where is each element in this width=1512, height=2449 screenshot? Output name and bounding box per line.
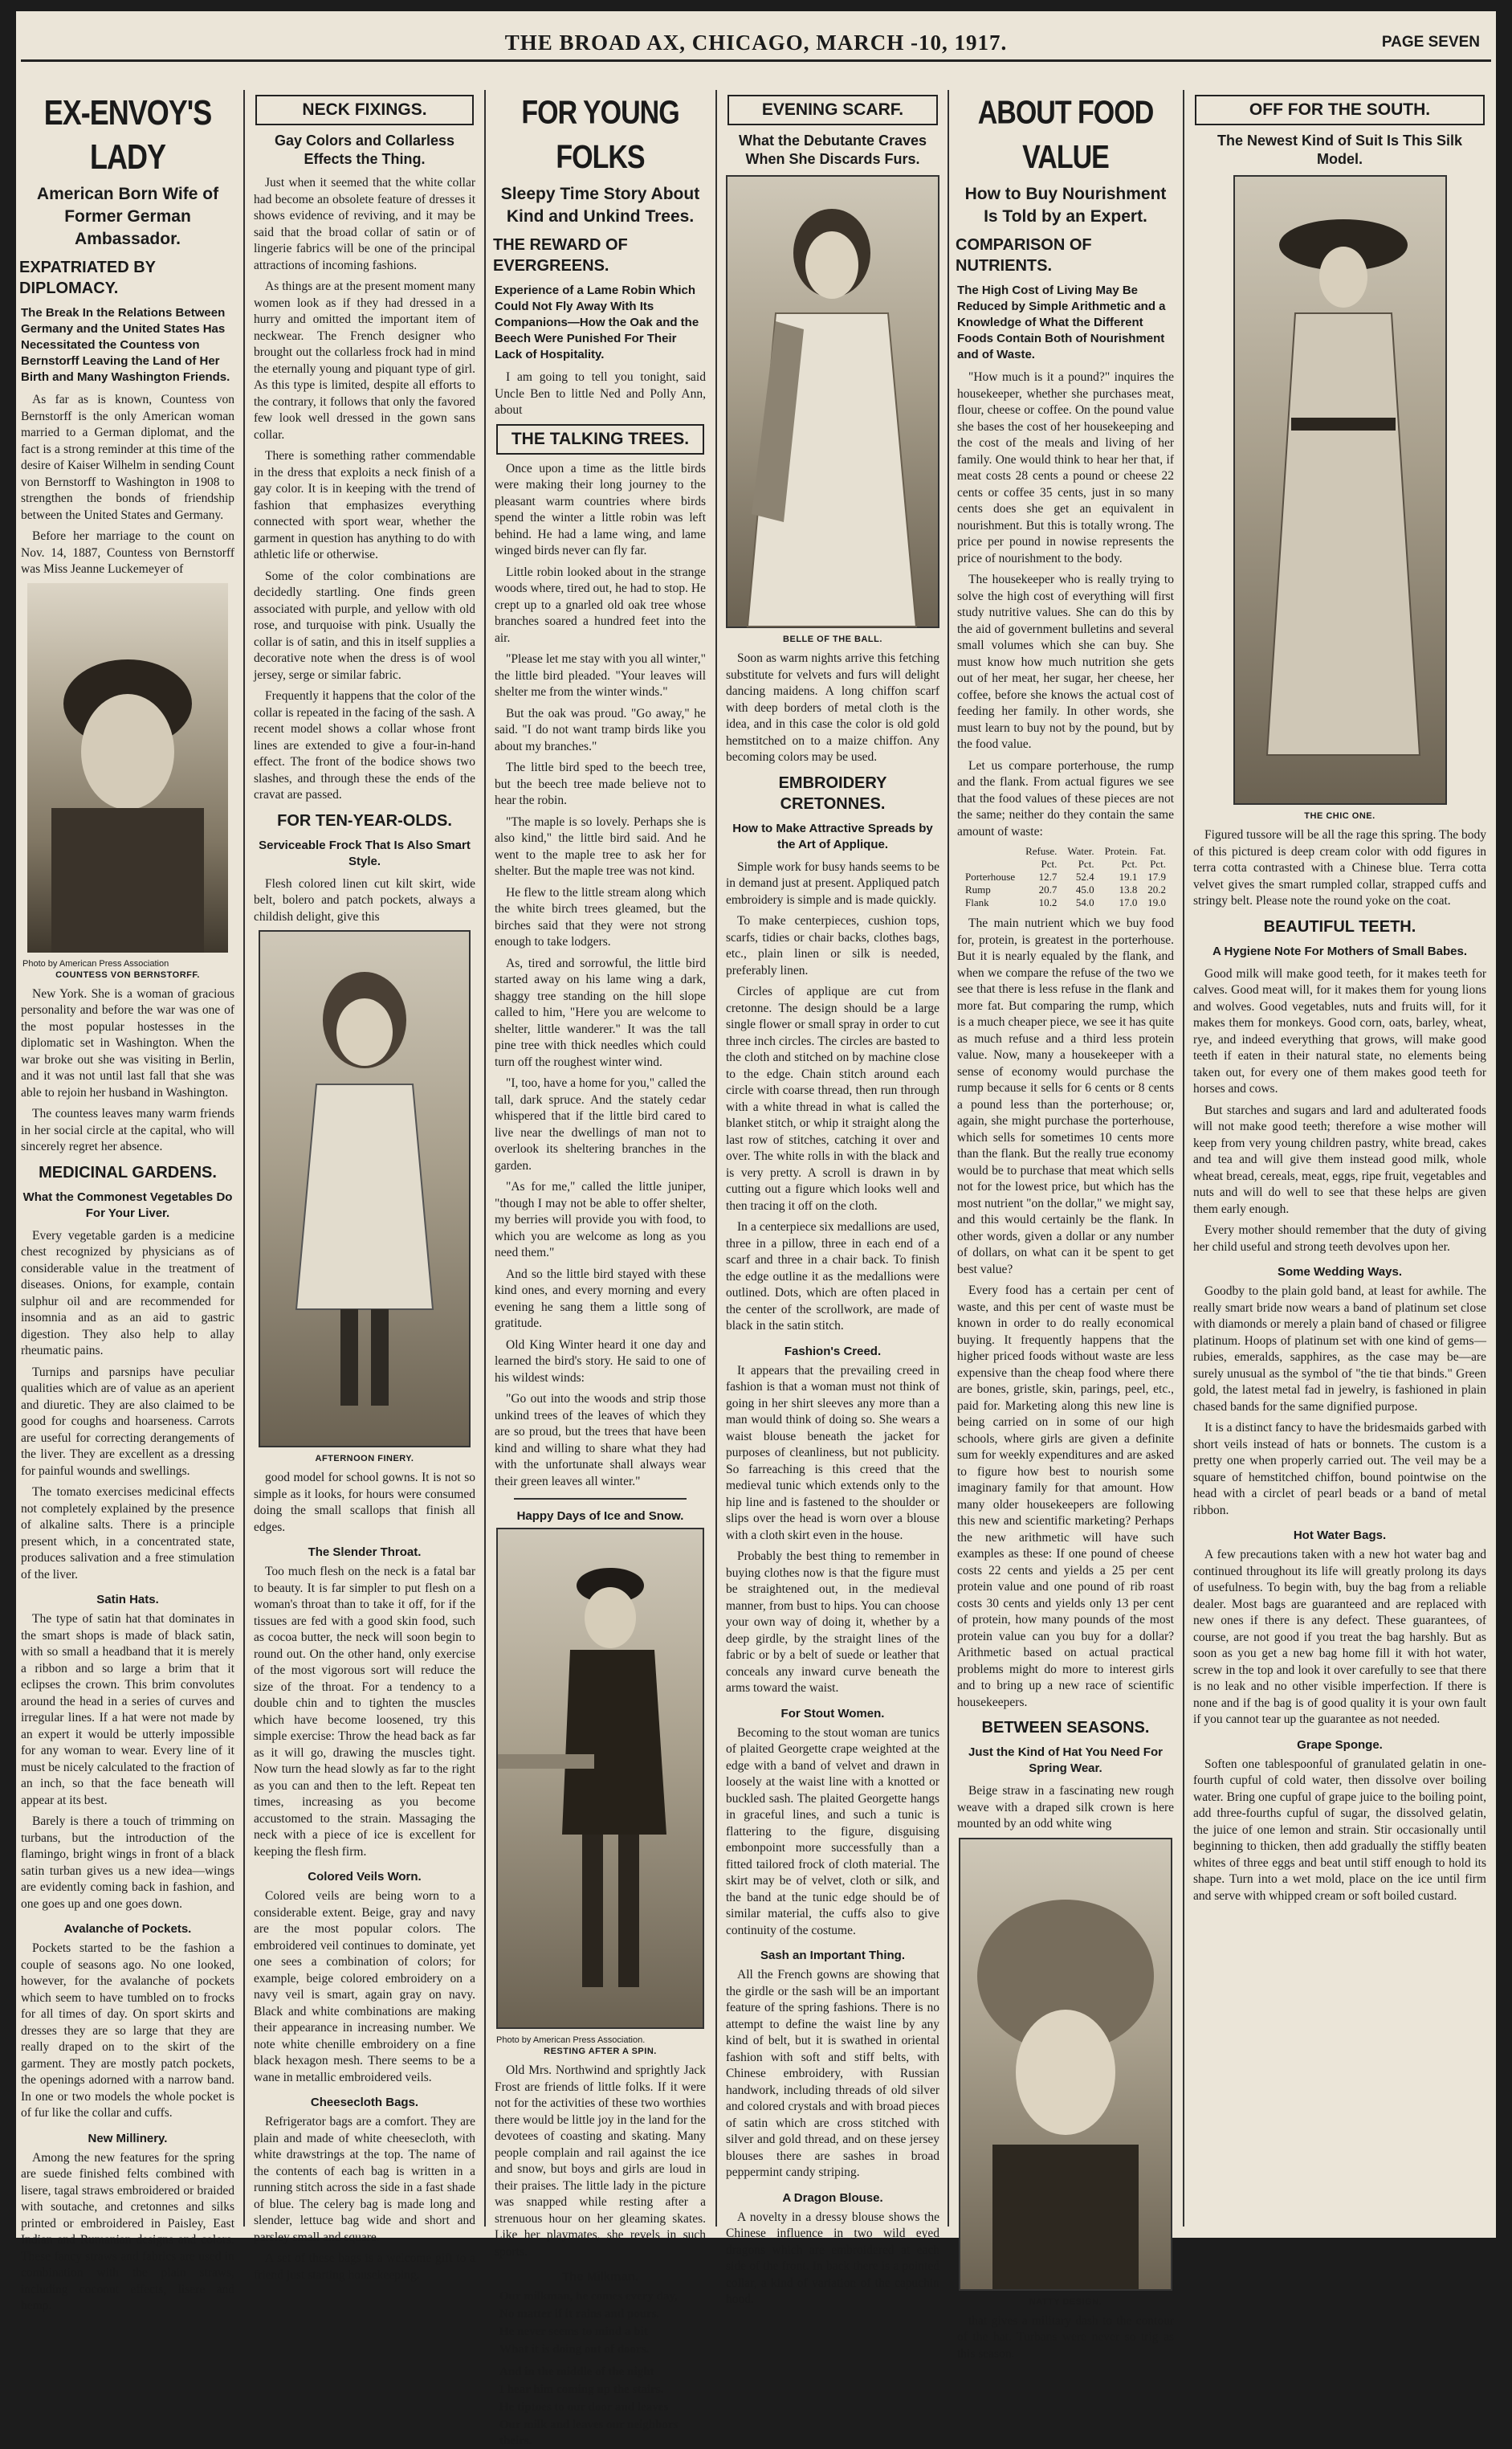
paragraph: To make centerpieces, cushion tops, scarfs, tidies or chair backs, clothes bags, etc., plain linen or silk is needed, preferably linen. bbox=[726, 914, 939, 978]
nutrient-table bbox=[960, 845, 1171, 909]
table-cell: Flank bbox=[965, 896, 989, 908]
paragraph: Little robin looked about in the strange woods where, tired out, he had to stop. He crept up to a gnarled old oak tree whose branches soared a hundred feet into the air. bbox=[495, 565, 706, 645]
column-evening-scarf bbox=[721, 90, 944, 2306]
article-deck: Sleepy Time Story About Kind and Unkind Trees. bbox=[500, 185, 700, 226]
paragraph: And so the little bird stayed with these kind ones, and every morning and every evening he sang them a little song of gratitude. bbox=[495, 1267, 706, 1330]
article-title: EVENING SCARF. bbox=[727, 95, 938, 125]
section-heading: Avalanche of Pockets. bbox=[63, 1922, 192, 1936]
poem-line: He tiptoes to our door and leaves bbox=[499, 2401, 669, 2414]
poem-line: Our milkman, he comes every day, bbox=[499, 2290, 678, 2303]
paragraph: Every vegetable garden is a medicine chest recognized by physicians as of considerable value in the treatment of diseases. Onions, for example, contain sulphur oil and are recommended for insomnia and as an aid to gastric digestion. They also help to allay rheumatic pains. bbox=[21, 1228, 234, 1357]
dress-sketch bbox=[260, 932, 469, 1446]
paragraph: A novelty in a dressy blouse shows the Chinese influence in two wild eyed dragons which are embroidered at each side of the front. In back there is a pointed collar, a kind of variation of the capuchin hood. bbox=[726, 2210, 939, 2306]
section-deck: How to Make Attractive Spreads by the Art of Applique. bbox=[732, 821, 933, 851]
article-intro: Experience of a Lame Robin Which Could Not Fly Away With Its Companions—How the Oak and the Beech Were Punished For Their Lack of Hospitality. bbox=[495, 284, 699, 361]
paragraph: Figured tussore will be all the rage this spring. The body of this pictured is deep cream color with odd figures in terra cotta contrasted with a Chinese blue. Terra cotta velvet gives the smart rumpled collar, strapped cuffs and stringy belt. Please note the round yoke on the coat. bbox=[1193, 828, 1486, 908]
table-cell: 10.2 bbox=[1038, 896, 1058, 908]
section-title: BEAUTIFUL TEETH. bbox=[1263, 917, 1416, 936]
paragraph: Turnips and parsnips have peculiar qualities which are of value as an aperient and diuretic. They are also claimed to be good for coughs and hoarseness. Carrots are useful for correcting derangements of the liver. They are excellent as a dressing for painful wounds and swellings. bbox=[21, 1365, 234, 1478]
column-rule bbox=[948, 90, 949, 2227]
photo-caption: COUNTESS VON BERNSTORFF. bbox=[55, 969, 200, 980]
table-cell: 52.4 bbox=[1075, 871, 1094, 883]
paragraph: It appears that the prevailing creed in fashion is that a woman must not think of going in her shirt sleeves any more than a man would think of doing so. She wears a waist blouse beneath the jacket for purposes of cleanliness, but not publicity. So farreaching is this creed that the medieval tunic which extends only to the hip line and is fastened to the shoulder or slips over the head is worn over a blouse with a cloth skirt even in the house. bbox=[726, 1363, 939, 1542]
table-cell: 17.9 bbox=[1147, 871, 1166, 883]
section-title: FOR TEN-YEAR-OLDS. bbox=[277, 811, 452, 830]
column-rule bbox=[715, 90, 717, 2227]
paragraph: Some of the color combinations are decidedly startling. One finds green associated with purple, and yellow with old rose, and turquoise with pink. Usually the collar is of satin, and this in itself supplies a decorative note when the dress is of wool jersey, serge or similar fabric. bbox=[254, 569, 475, 682]
poem-line: What it is doing out of doors. bbox=[499, 2343, 650, 2356]
table-header-row bbox=[960, 845, 1171, 871]
paragraph: Every food has a certain per cent of waste, and this per cent of waste must be known in order to do really economical buying. It frequently happens that the higher priced foods without waste are less expensive than the cheap food where there are bones, gristle, skin, parings, peel, etc., paid for. Marketing along this new line is being carried on in some of our high schools, where girls are given a definite sum for weekly expenditures and are asked to figure how best to nourish some imaginary family for that amount. How many older housekeepers are following this new and scientific marketing? Perhaps the new arithmetic will have such examples as these: If one pound of cheese costs 22 cents and yields a 25 per cent protein value and one pound of rib roast costs 30 cents and yields only 13 per cent of protein, how many pounds of the most protein value can you buy for a dollar? Arithmetic based on actual practical problems might do more to interest girls and to bring up a new race of scientific housekeepers. bbox=[957, 1284, 1174, 1709]
column-ex-envoy bbox=[16, 90, 239, 2312]
paragraph: Good milk will make good teeth, for it makes teeth for calves. Good meat will, for it makes them for young lions and wolves. Good vegetables, nuts and fruits will, for it makes them for monkeys. Good corn, oats, barley, wheat, rye, and indeed everything that grows, will make good teeth if eaten in their natural state, no elements being taken out, for every one of them makes good teeth for horses and cows. bbox=[1193, 966, 1486, 1096]
paragraph: that gives a military dash to the contour of the hat. Turbans were never so trig as this season. bbox=[957, 2313, 1174, 2361]
paragraph: Becoming to the stout woman are tunics of plaited Georgette crape weighted at the edge with a band of velvet and drawn in loosely at the waist line with a knotted or buckled sash. The plaited Georgette hangs in graceful lines, and such a tunic is flattering to the figure, disguising embonpoint more successfully than a fitted tailored frock of cloth material. The skirt may be of velvet, cloth or silk, and the band at the tunic edge should be of similar material, the cuffs also to give continuity of the costume. bbox=[726, 1725, 939, 1937]
paragraph: "As for me," called the little juniper, "though I may not be able to offer shelter, my berries will provide you with food, to which you are welcome as long as you need them." bbox=[495, 1180, 706, 1259]
poem-line: He never seems to mind a bit bbox=[499, 2325, 648, 2338]
table-row bbox=[960, 871, 1171, 884]
column-young-folks bbox=[490, 90, 711, 2447]
paragraph: The countess leaves many warm friends in her social circle at the capital, who will sincerely regret her absence. bbox=[21, 1107, 234, 1153]
section-heading: Hot Water Bags. bbox=[1293, 1529, 1387, 1542]
paragraph: The little bird sped to the beech tree, but the beech tree made believe not to hear the robin. bbox=[495, 761, 706, 807]
article-intro: The High Cost of Living May Be Reduced by Simple Arithmetic and a Knowledge of What the Different Foods Contain Both of Nourishment and of Waste. bbox=[957, 284, 1166, 361]
section-title: EMBROIDERY CRETONNES. bbox=[778, 773, 887, 813]
paragraph: "The maple is so lovely. Perhaps she is also kind," the little bird said. And he went to the maple tree to ask her for shelter. But the maple tree was not kind. bbox=[495, 814, 706, 878]
article-subhead: EXPATRIATED BY DIPLOMACY. bbox=[19, 259, 156, 297]
section-heading: The Slender Throat. bbox=[308, 1545, 422, 1559]
column-rule bbox=[1183, 90, 1184, 2227]
portrait-sketch bbox=[27, 583, 228, 953]
paragraph: He flew to the little stream along which the white birch trees gleamed, but the birches said that they were not strong enough to take lodgers. bbox=[495, 885, 706, 949]
table-cell: 19.0 bbox=[1147, 896, 1166, 908]
paragraph: Just when it seemed that the white collar had become an obsolete feature of dresses it shows evidence of reviving, and it may be said that the broad collar of satin or of lingerie fabrics will be one of the principal attractions of incoming fashions. bbox=[254, 176, 475, 272]
paragraph: Once upon a time as the little birds were making their long journey to the pleasant warm countries where birds spend the winter a little robin was left behind. He had a lame wing, and lame winged birds never can fly far. bbox=[495, 461, 706, 557]
table-header: Protein. Pct. bbox=[1104, 845, 1138, 870]
article-subhead: THE REWARD OF EVERGREENS. bbox=[493, 236, 628, 275]
article-deck: The Newest Kind of Suit Is This Silk Model. bbox=[1217, 133, 1463, 167]
section-title: BETWEEN SEASONS. bbox=[981, 1719, 1150, 1737]
article-deck: How to Buy Nourishment Is Told by an Expert. bbox=[964, 185, 1167, 226]
paragraph: In a centerpiece six medallions are used, three in a pillow, three in each end of a scarf and three in a chair back. To finish the edge outline it as the medallions were outlined. Dots, which are often placed in the center of the scrollwork, are made of black in the satin stitch. bbox=[726, 1220, 939, 1333]
paragraph: The tomato exercises medicinal effects not completely explained by the presence of alkaline salts. There is a principle present which, in a concentrated state, produces salivation and a free stimulation of the liver. bbox=[21, 1485, 234, 1582]
table-header: Fat. Pct. bbox=[1150, 845, 1166, 870]
paragraph: A set of these bags is a welcome gift to a friend just starting housekeeping. bbox=[254, 2251, 475, 2282]
section-heading: A Dragon Blouse. bbox=[782, 2190, 883, 2205]
girl-dress-photo bbox=[259, 930, 471, 1447]
paragraph: Soften one tablespoonful of granulated gelatin in one-fourth cupful of cold water, then dissolve over boiling water. Bring one cupful of grape juice to the boiling point, add three-fourths cupful of sugar, the dissolved gelatin, the juice of one lemon and strain. Stir occasionally until beginning to thicken, then add gradually the stiffly beaten whites of three eggs and beat until stiff enough to hold its shape. Turn into a wet mold, place on the ice until firm and serve with whipped cream or soft boiled custard. bbox=[1193, 1757, 1486, 1903]
paragraph: Goodby to the plain gold band, at least for awhile. The really smart bride now wears a band of platinum set close with diamonds or merely a plain band of chased or filigree platinum. Hoops of platinum set with one kind of gems—rubies, emeralds, sapphires, as the case may be—are surely unusual as the symbol of "the tie that binds." Green gold, the latest metal fad in jewelry, is fashioned in plain chased bands for the same dignified purpose. bbox=[1193, 1284, 1486, 1414]
column-off-for-south bbox=[1188, 90, 1491, 2227]
section-title: MEDICINAL GARDENS. bbox=[39, 1163, 217, 1182]
paragraph: "Please let me stay with you all winter," the little bird pleaded. "Your leaves will shelter me from the winter winds." bbox=[495, 652, 706, 699]
article-title: ABOUT FOOD VALUE bbox=[977, 94, 1154, 176]
article-title: NECK FIXINGS. bbox=[255, 95, 474, 125]
hat-sketch bbox=[960, 1839, 1171, 2289]
poem-line: I hear him coming up the stairs. bbox=[499, 2383, 664, 2396]
paragraph: There is something rather commendable in the dress that exploits a neck finish of a gay color. It is in keeping with the trend of fashion that emphasizes everything connected with sport wear, whether the garment in question has anything to do with athletic life or otherwise. bbox=[254, 449, 475, 561]
poem-line: Our milk and leaves our neighbors theirs. bbox=[499, 2418, 679, 2447]
page-label: PAGE SEVEN bbox=[1381, 34, 1480, 51]
table-header: Refuse. Pct. bbox=[1025, 845, 1058, 870]
paragraph: New York. She is a woman of gracious personality and before the war was one of the most popular hostesses in the diplomatic set in Washington. When the war broke out she was visiting in Berlin, and it was not until last fall that she was able to rejoin her husband in Washington. bbox=[21, 986, 234, 1100]
paragraph: The main nutrient which we buy food for, protein, is greatest in the porterhouse. But it is nearly equaled by the flank, and when we compare the refuse of the two we see that there is less refuse in the flank and more fat. But comparing the rump, which is a much cheaper piece, we see it has quite as much refuse and a third less protein value. Now, many a housekeeper with a sense of economy would purchase the rump because it sells for 6 cents or 8 cents a pound less than the porterhouse; or, again, she might purchase the porterhouse, which sells for sometimes 10 cents more than the flank. But the really true economy would be to purchase that meat which sells not for the lowest price, but which has the most nutrient "on the dollar," we might say, and this would certainly be the flank. In other words, given a dollar or any number of dollars, on what can it be spent to get best value? bbox=[957, 916, 1174, 1276]
table-cell: 20.7 bbox=[1038, 884, 1058, 896]
paragraph: Barely is there a touch of trimming on turbans, but the introduction of the flamingo, bright wings in front of a black satin turban gives us a new idea—wings are evidently coming back in fashion, and one goes up and one goes down. bbox=[21, 1814, 234, 1911]
paragraph: Too much flesh on the neck is a fatal bar to beauty. It is far simpler to put flesh on a woman's throat than to take it off, for if the tissues are fed with a good skin food, such as cocoa butter, the neck will soon begin to round out. On the other hand, only exercise of the most vigorous sort will reduce the size of the throat. For a tendency to a double chin and to tighten the muscles which have become loosened, try this simple exercise: Throw the head back as far as it will go, drawing the muscles tight. Now turn the head slowly as far to the right as you can and then to the left. Repeat ten times, increasing as you become accustomed to the strain. Massaging the neck with a piece of ice is excellent for keeping the flesh firm. bbox=[254, 1565, 475, 1859]
suit-sketch bbox=[1235, 177, 1445, 803]
paragraph: But the oak was proud. "Go away," he said. "I do not want tramp birds like you about my branches." bbox=[495, 706, 706, 753]
column-neck-fixings bbox=[249, 90, 480, 2282]
paragraph: Frequently it happens that the color of the collar is repeated in the facing of the sash. A recent model shows a collar whose front lines are extended to give a four-in-hand effect. The front of the bodice shows two slashes, and through these the ends of the cravat are passed. bbox=[254, 689, 475, 802]
table-cell: 20.2 bbox=[1147, 884, 1166, 896]
section-deck: A Hygiene Note For Mothers of Small Babes. bbox=[1212, 944, 1467, 958]
table-cell: 19.1 bbox=[1119, 871, 1138, 883]
paragraph: Pockets started to be the fashion a couple of seasons ago. No one looked, however, for the avalanche of pockets which seem to have tumbled on to frocks for all times of day. On sport skirts and dresses they are so large that they are really draped on to the skirt of the garment. They are mostly patch pockets, the openings adorned with a narrow band. In one or two models the whole pocket is of fur like the collar and cuffs. bbox=[21, 1941, 234, 2120]
article-intro: The Break In the Relations Between Germany and the United States Has Necessitated the Countess von Bernstorff Leaving the Land of Her Birth and Many Washington Friends. bbox=[21, 306, 230, 384]
paragraph: Probably the best thing to remember in buying clothes now is that the figure must be straightened out, in the medieval manner, from bust to hips. You can choose your own way of doing it, whether by a deep girdle, by the straight lines of the fabric or by a belt of suede or leather that conceals any inward curve beneath the arms toward the waist. bbox=[726, 1549, 939, 1695]
skater-sketch bbox=[498, 1529, 703, 2027]
paragraph: But starches and sugars and lard and adulterated foods will not make good teeth; therefore a wise mother will keep from very young children pastry, white bread, cakes and tea and will give them instead good milk, whole wheat bread, cereals, meat, eggs, ripe fruit, vegetables and nuts and will do well to see that these helps are given them early enough. bbox=[1193, 1103, 1486, 1216]
article-deck: What the Debutante Craves When She Discards Furs. bbox=[738, 133, 927, 167]
poem-line: And in the middle of the night bbox=[499, 2365, 654, 2378]
paragraph: Among the new features for the spring are suede finished felts combined with lisere, tagal straws embroidered or braided with soutache, and cretonnes and silks printed or embroidered in Paisley, East Indian and Rumanian designs and colors. These fancy straws and fabrics are used in combination with the plain straws, including coconut effects, lisere and hemp. bbox=[21, 2150, 234, 2312]
section-heading: The Milkman. bbox=[561, 2270, 639, 2284]
paragraph: Refrigerator bags are a comfort. They are plain and made of white cheesecloth, with white drawstrings at the top. The name of the contents of each bag is written in a running stitch across the side in a fast shade of blue. The celery bag is made long and slender, lettuce bag wide and short and parsley small and square. bbox=[254, 2115, 475, 2244]
paragraph: Old Mrs. Northwind and sprightly Jack Frost are friends of little folks. If it were not for the activities of these two worthies there would be little joy in the land for the devotees of coasting and skating. Many people complain and rail against the ice and snow, but boys and girls are loud in their praises. The little lady in the picture was snapped while resting after a strenuous hour on her gleaming skates. Like her playmates, she revels in such sports. bbox=[495, 2063, 706, 2259]
boxed-heading: THE TALKING TREES. bbox=[496, 424, 704, 455]
section-heading: Sash an Important Thing. bbox=[760, 1949, 905, 1962]
portrait-photo bbox=[27, 583, 228, 953]
paragraph: Every mother should remember that the duty of giving her child useful and strong teeth devolves upon her. bbox=[1193, 1223, 1486, 1254]
photo-caption: AFTERNOON FINERY. bbox=[315, 1454, 414, 1463]
article-subhead: COMPARISON OF NUTRIENTS. bbox=[956, 236, 1092, 275]
section-heading: Colored Veils Worn. bbox=[308, 1870, 422, 1884]
article-title: OFF FOR THE SOUTH. bbox=[1195, 95, 1485, 125]
paragraph: It is a distinct fancy to have the bridesmaids garbed with short veils instead of hats or bonnets. The custom is a pretty one when properly carried out. The veil may be a square of hemstitched chiffon, bound pointwise on the head with a circlet of pearl beads or a band of metal ribbon. bbox=[1193, 1421, 1486, 1517]
paragraph: All the French gowns are showing that the girdle or the sash will be an important feature of the spring fashions. There is no attempt to define the waist line by any kind of belt, but it is swathed in oriental fashion with soft and stiff belts, with Chinese embroidery, with Russian handwork, including threads of old silver and colored crystals and with broad pieces of satin which are cross stitched with silver and gold thread, and on these jersey blouses there are sashes in broad peppermint candy striping. bbox=[726, 1968, 939, 2179]
photo-caption: THE CHIC ONE. bbox=[1304, 811, 1375, 821]
scarf-sketch bbox=[727, 177, 938, 627]
poem bbox=[490, 2288, 711, 2449]
masthead: THE BROAD AX, CHICAGO, MARCH -10, 1917. bbox=[504, 31, 1008, 55]
hat-photo bbox=[959, 1838, 1172, 2291]
paragraph: As far as is known, Countess von Bernstorff is the only American woman married to a German diplomat, and the fact is a strong reminder at this time of the desire of Kaiser Wilhelm in sending Count von Bernstorff to Washington in 1908 to strengthen the bonds of friendship between the United States and Germany. bbox=[21, 393, 234, 522]
article-title: EX-ENVOY'S LADY bbox=[43, 92, 212, 177]
section-heading: Cheesecloth Bags. bbox=[310, 2096, 419, 2109]
photo-caption: RESTING AFTER A SPIN. bbox=[544, 2047, 657, 2056]
photo-credit: Photo by American Press Association bbox=[22, 958, 169, 969]
table-header: Water. Pct. bbox=[1067, 845, 1094, 870]
table-header bbox=[960, 845, 1020, 871]
section-heading: Fashion's Creed. bbox=[784, 1344, 882, 1358]
paragraph: As, tired and sorrowful, the little bird started away on his lame wing a dark, shaggy tree standing on the hill slope called to him, "Here you are welcome to shelter, little wanderer." It was the tall pine tree with thick needles which could turn off the roughest winter wind. bbox=[495, 956, 706, 1069]
table-cell: 54.0 bbox=[1075, 896, 1094, 908]
photo-credit: Photo by American Press Association. bbox=[496, 2035, 646, 2045]
section-heading: Some Wedding Ways. bbox=[1277, 1265, 1403, 1279]
paragraph: I am going to tell you tonight, said Uncle Ben to little Ned and Polly Ann, about bbox=[495, 370, 706, 417]
article-deck: Gay Colors and Collarless Effects the Thing. bbox=[274, 133, 455, 167]
column-rule bbox=[243, 90, 245, 2227]
table-row bbox=[960, 896, 1171, 909]
paragraph: "How much is it a pound?" inquires the housekeeper, whether she purchases meat, flour, cheese or coffee. On the pound value she bases the cost of her housekeeping and the cost of the meals and living of her family. One would think to hear her that, if meat costs 28 cents a pound or cheese 22 cents or coffee 35 cents, just in so many cents does she get an equivalent in nourishment. But this is totally wrong. The price per pound in nowise represents the price of nourishment to the body. bbox=[957, 370, 1174, 565]
paragraph: The type of satin hat that dominates in the smart shops is made of black satin, with so small a headband that it is merely a ribbon and so large a brim that it eclipses the crown. This brim convolutes around the head in a series of curves and irregular lines. If a hat were not made by an expert it would be utterly impossible for any woman to wear. Every line of it must be nicely calculated to the fraction of an inch, so that the face beneath will appear at its best. bbox=[21, 1612, 234, 1807]
header-rule bbox=[21, 59, 1491, 62]
masthead-bar bbox=[16, 26, 1496, 61]
article-title: FOR YOUNG FOLKS bbox=[521, 94, 679, 176]
paragraph: Let us compare porterhouse, the rump and the flank. From actual figures we see that the food values of these pieces are not the same; neither do they contain the same amount of waste: bbox=[957, 758, 1174, 839]
photo-caption: NATTY DESIGN. bbox=[1029, 2296, 1102, 2307]
paragraph: A few precautions taken with a new hot water bag and continued throughout its life will greatly prolong its days of usefulness. To begin with, buy the bag from a reliable dealer. Most bags are guaranteed and are replaced with new ones if there is any defect. These guarantees, of course, are not good if you treat the bag harshly. But as soon as you get a new bag home fill it with hot water, screw in the top and look it over carefully to see that there is no leak and no other visible imperfection. If there is none and if the bag is of good quality it is your own fault if you cannot tear up the guarantee as not needed. bbox=[1193, 1548, 1486, 1726]
poem-line: No matter if it rains and pours. bbox=[499, 2308, 660, 2320]
section-deck: Just the Kind of Hat You Need For Spring Wear. bbox=[968, 1745, 1163, 1775]
column-rule bbox=[484, 90, 486, 2227]
paragraph: Colored veils are being worn to a considerable extent. Beige, gray and navy are the most popular colors. The embroidered veil continues to dominate, yet one sees a combination of colors; for example, beige colored embroidery on a navy veil is smart, again gray on navy. Black and white combinations are making their appearance in increasing number. We note white chenille embroidery on a fine black hexagon mesh. There seems to be a wane in metallic embroidered veils. bbox=[254, 1889, 475, 2084]
silk-suit-photo bbox=[1233, 175, 1447, 805]
paragraph: Flesh colored linen cut kilt skirt, wide belt, bolero and patch pockets, always a childish delight, give this bbox=[254, 876, 475, 924]
section-deck: Serviceable Frock That Is Also Smart Style. bbox=[259, 838, 471, 868]
section-heading: Satin Hats. bbox=[96, 1593, 159, 1606]
section-heading: Happy Days of Ice and Snow. bbox=[516, 1509, 684, 1523]
table-cell: 13.8 bbox=[1119, 884, 1138, 896]
paragraph: As things are at the present moment many women look as if they had dressed in a hurry and omitted the important item of neckwear. The French designer who brought out the collarless frock had in mind the eternally young and piquant type of girl. As this type is limited, despite all efforts to the contrary, it follows that only the favored few look well dressed in the gown sans collar. bbox=[254, 280, 475, 442]
section-deck: What the Commonest Vegetables Do For Your Liver. bbox=[22, 1190, 233, 1220]
paragraph: Beige straw in a fascinating new rough weave with a draped silk crown is here mounted by an odd white wing bbox=[957, 1784, 1174, 1831]
section-heading: For Stout Women. bbox=[780, 1706, 885, 1720]
paragraph: The housekeeper who is really trying to solve the high cost of everything will first study nutritive values. She can do this by the aid of government bulletins and several small volumes which she can buy. She must know how much nutrition she gets out of her meat, her sugar, her cheese, her coffee, before she knows the actual cost of feeding her family. In other words, she must learn to buy not by the pound, but by the food value. bbox=[957, 573, 1174, 751]
article-deck: American Born Wife of Former German Ambassador. bbox=[36, 185, 219, 248]
photo-caption: BELLE OF THE BALL. bbox=[783, 635, 882, 644]
table-cell: Porterhouse bbox=[965, 871, 1016, 883]
paragraph: Soon as warm nights arrive this fetching substitute for velvets and furs will delight dancing maidens. A long chiffon scarf with deep borders of metal cloth is the idea, and in this case the color is old gold hemstitched on to a maize chiffon. Any becoming colors may be used. bbox=[726, 651, 939, 764]
column-food-value bbox=[952, 90, 1179, 2361]
skater-photo bbox=[496, 1528, 704, 2029]
table-cell: Rump bbox=[965, 884, 991, 896]
paragraph: Before her marriage to the count on Nov. 14, 1887, Countess von Bernstorff was Miss Jeanne Luckemeyer of bbox=[21, 529, 234, 576]
paragraph: good model for school gowns. It is not so simple as it looks, for hours were consumed doing the small scallops that finish all edges. bbox=[254, 1471, 475, 1534]
table-row bbox=[960, 884, 1171, 896]
scarf-photo bbox=[726, 175, 939, 628]
table-cell: 17.0 bbox=[1119, 896, 1138, 908]
section-heading: Grape Sponge. bbox=[1297, 1737, 1383, 1752]
paragraph: Simple work for busy hands seems to be in demand just at present. Appliqued patch embroidery is simple and is made quickly. bbox=[726, 859, 939, 907]
paragraph: Old King Winter heard it one day and learned the bird's story. He said to one of his wildest winds: bbox=[495, 1337, 706, 1385]
section-heading: New Millinery. bbox=[88, 2131, 168, 2145]
divider bbox=[514, 1498, 687, 1500]
table-cell: 45.0 bbox=[1075, 884, 1094, 896]
paragraph: "I, too, have a home for you," called the tall, dark spruce. And the stately cedar whispered that if the little bird cared to live near the dwellings of man not to overlook its sheltering branches in the garden. bbox=[495, 1076, 706, 1173]
paragraph: Circles of applique are cut from cretonne. The design should be a large single flower or small spray in order to cut three inch circles. The circles are basted to the cloth and stitched on by machine close to the edge. Chain stitch around each circle with coarse thread, then run through with a white thread in what is called the blanket stitch, or whip it straight along the last row of stitches, catching it over and over. The white rolls in with the black and is very pretty. A scroll is drawn in by cutting out a figure which looks well and then tracing it off on the cloth. bbox=[726, 985, 939, 1213]
paragraph: "Go out into the woods and strip those unkind trees of the leaves of which they are so proud, but the trees that have been kind and willing to share what they had with the unfortunate shall always wear their green leaves all winter." bbox=[495, 1392, 706, 1488]
table-cell: 12.7 bbox=[1038, 871, 1058, 883]
newspaper-page bbox=[16, 11, 1496, 2447]
